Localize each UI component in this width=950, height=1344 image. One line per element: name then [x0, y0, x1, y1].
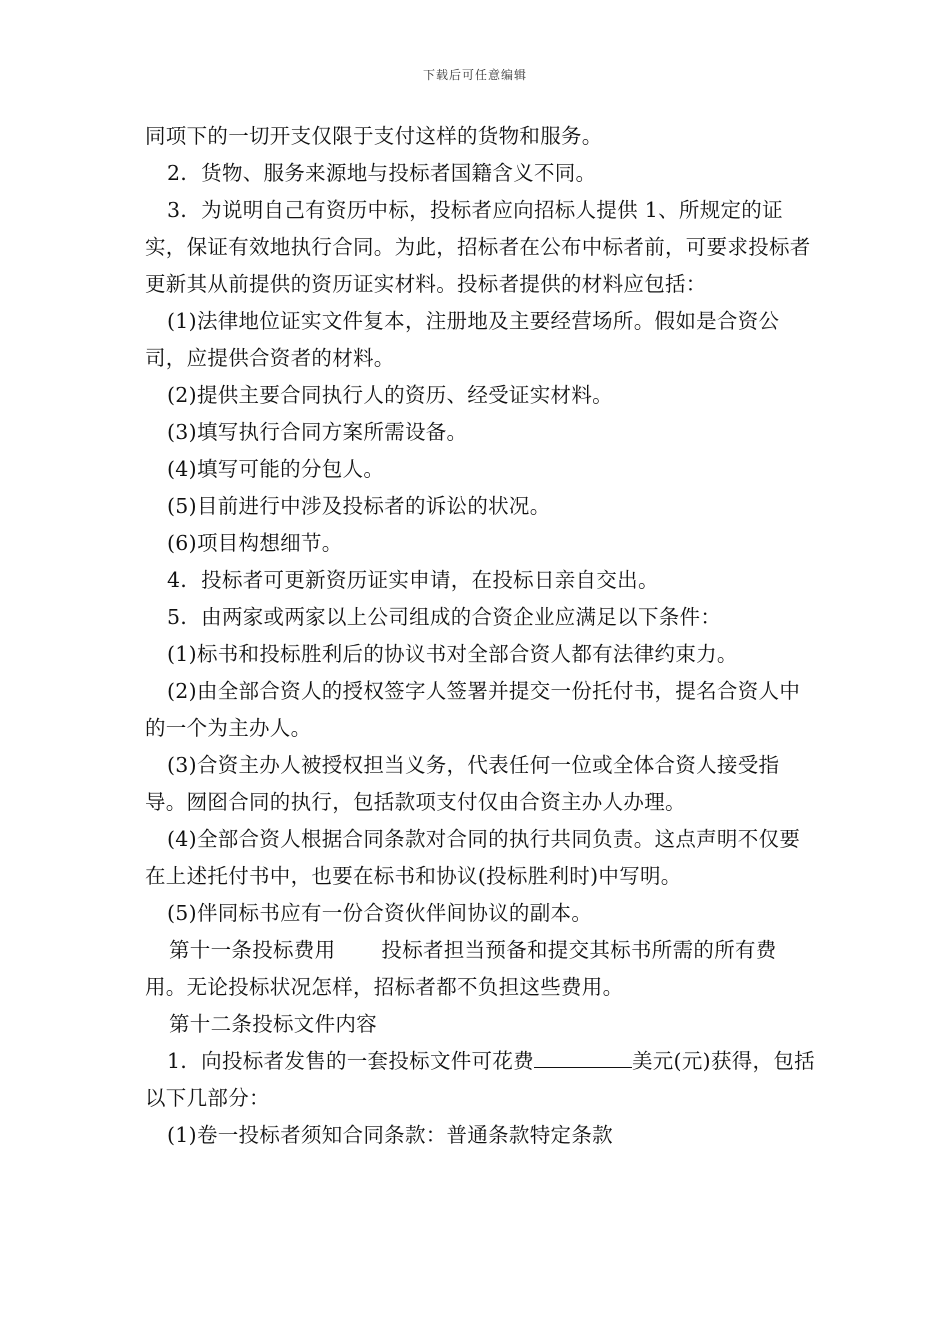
paragraph: (1)标书和投标胜利后的协议书对全部合资人都有法律约束力。 — [167, 642, 738, 666]
paragraph: (3)合资主办人被授权担当义务，代表任何一位或全体合资人接受指导。囫囵合同的执行，包括款项支付仅由合资主办人办理。 — [145, 753, 780, 814]
paragraph: (5)目前进行中涉及投标者的诉讼的状况。 — [167, 494, 551, 518]
paragraph: 3．为说明自己有资历中标，投标者应向招标人提供 1、所规定的证实，保证有效地执行合同。为此，招标者在公布中标者前，可要求投标者更新其从前提供的资历证实材料。投标者提供的材料应包括： — [145, 198, 811, 296]
item-1-text-before: 1．向投标者发售的一套投标文件可花费 — [167, 1049, 534, 1073]
paragraph: (2)提供主要合同执行人的资历、经受证实材料。 — [167, 383, 613, 407]
article-12-title: 第十二条投标文件内容 — [169, 1012, 377, 1036]
article-12-item-1 — [145, 1043, 815, 1117]
item-1-text-after: 美元(元)获得，包括以下几部分： — [145, 1049, 815, 1110]
article-11 — [145, 932, 815, 1006]
fill-in-blank — [534, 1047, 632, 1068]
paragraph: 同项下的一切开支仅限于支付这样的货物和服务。 — [145, 124, 603, 148]
paragraph: (5)伴同标书应有一份合资伙伴间协议的副本。 — [167, 901, 593, 925]
document-body — [145, 118, 815, 1154]
paragraph: 5．由两家或两家以上公司组成的合资企业应满足以下条件： — [167, 605, 722, 629]
article-11-text: 投标者担当预备和提交其标书所需的所有费用。无论投标状况怎样，招标者都不负担这些费用。 — [145, 938, 777, 999]
paragraph: 2．货物、服务来源地与投标者国籍含义不同。 — [167, 161, 597, 185]
paragraph: (2)由全部合资人的授权签字人签署并提交一份托付书，提名合资人中的一个为主办人。 — [145, 679, 801, 740]
paragraph: (3)填写执行合同方案所需设备。 — [167, 420, 468, 444]
page-header: 下载后可任意编辑 — [422, 68, 527, 82]
paragraph: (4)填写可能的分包人。 — [167, 457, 385, 481]
paragraph: (6)项目构想细节。 — [167, 531, 343, 555]
paragraph: (4)全部合资人根据合同条款对合同的执行共同负责。这点声明不仅要在上述托付书中，也要在标书和协议(投标胜利时)中写明。 — [145, 827, 801, 888]
paragraph: (1)法律地位证实文件复本，注册地及主要经营场所。假如是合资公司，应提供合资者的材料。 — [145, 309, 780, 370]
article-12-item-1-sub: (1)卷一投标者须知合同条款：普通条款特定条款 — [167, 1123, 613, 1147]
article-11-title: 第十一条投标费用 — [169, 938, 336, 962]
paragraph: 4．投标者可更新资历证实申请，在投标日亲自交出。 — [167, 568, 659, 592]
